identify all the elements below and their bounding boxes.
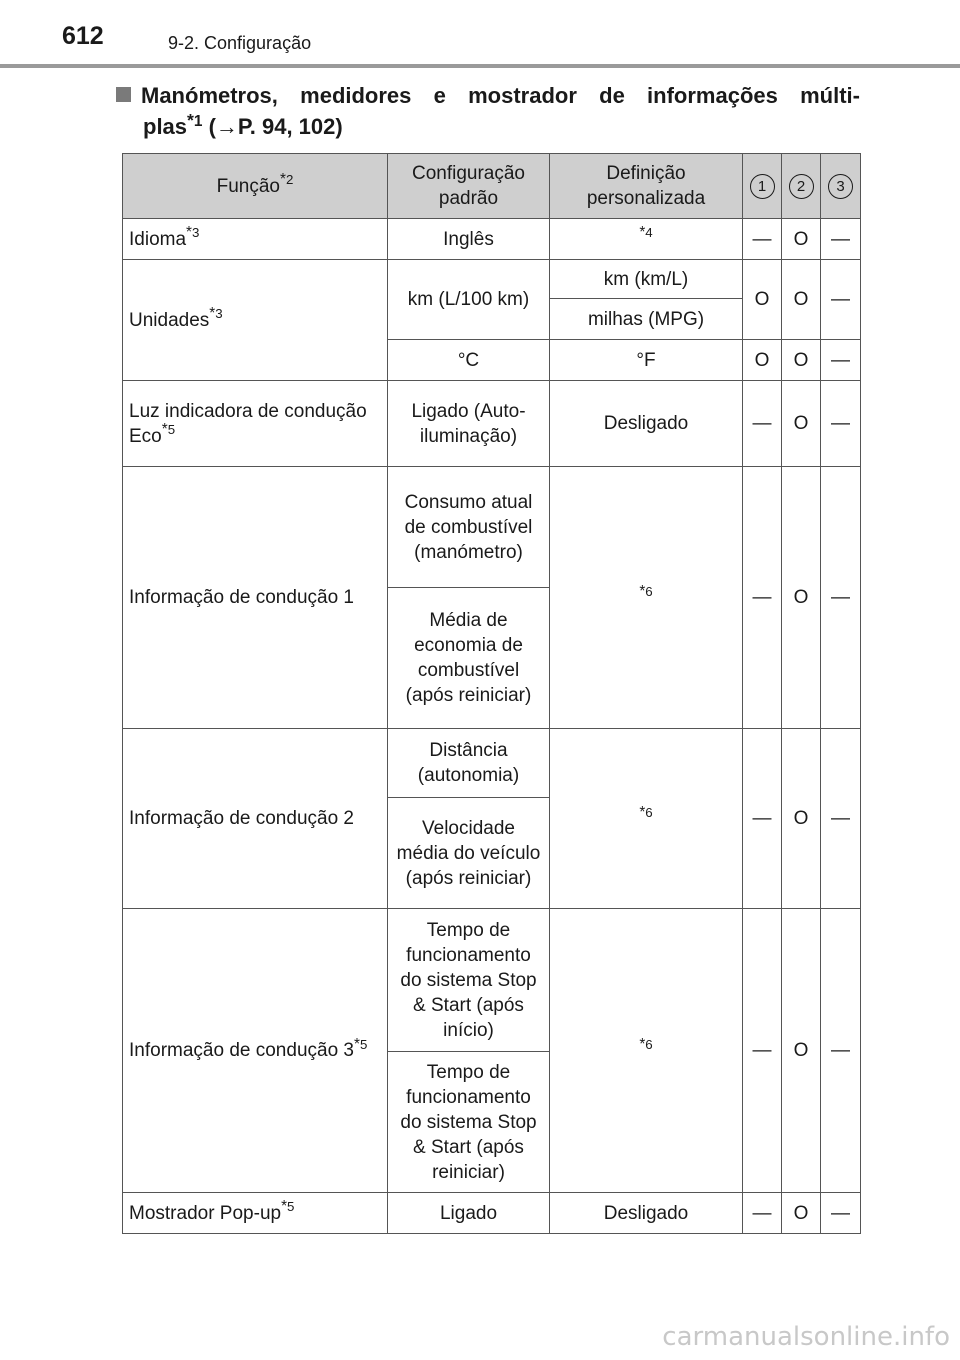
circled-number-3-icon: 3 — [828, 174, 853, 199]
function-cell: Informação de condução 3$^{*5}$ — [123, 909, 388, 1193]
bullet-square-icon — [116, 87, 131, 102]
table-row — [123, 1193, 861, 1234]
table-row — [123, 381, 861, 467]
asterisk-icon: * — [187, 109, 194, 130]
col1-cell: — — [743, 729, 782, 909]
chapter-title: 9-2. Configuração — [168, 33, 312, 53]
col1-cell: O — [743, 260, 782, 340]
default-cell: Média de economia de combustível (após reiniciar) — [388, 588, 550, 729]
col1-cell: — — [743, 909, 782, 1193]
custom-cell: *4 — [550, 219, 743, 260]
function-cell: Mostrador Pop-$up^{*5}$ — [123, 1193, 388, 1234]
header-col-2 — [782, 154, 821, 219]
default-cell: Tempo de funcionamento do sistema Stop & Start (após início) — [388, 909, 550, 1052]
header-divider — [0, 64, 960, 68]
function-cell: Informação de condução 1 — [123, 467, 388, 729]
custom-cell: Desligado — [550, 1193, 743, 1234]
col3-cell: — — [821, 729, 861, 909]
col3-cell: — — [821, 1193, 861, 1234]
heading-line-1: Manómetros, medidores e mostrador de informações múlti- — [141, 83, 860, 108]
table-row — [123, 467, 861, 588]
col1-cell: O — [743, 340, 782, 381]
custom-cell: *6 — [550, 467, 743, 729]
col2-cell: O — [782, 729, 821, 909]
col3-cell: — — [821, 260, 861, 340]
circled-number-2-icon: 2 — [789, 174, 814, 199]
col2-cell: O — [782, 340, 821, 381]
default-cell: km (L/100 km) — [388, 260, 550, 340]
table-header-row — [123, 154, 861, 219]
custom-cell: Desligado — [550, 381, 743, 467]
col2-cell: O — [782, 260, 821, 340]
default-cell: Distância (autonomia) — [388, 729, 550, 798]
col1-cell: — — [743, 467, 782, 729]
table-row — [123, 909, 861, 1052]
col3-cell: — — [821, 219, 861, 260]
header-col-3 — [821, 154, 861, 219]
circled-number-1-icon: 1 — [750, 174, 775, 199]
col2-cell: O — [782, 467, 821, 729]
heading-line-2: plas — [143, 114, 188, 139]
col1-cell: — — [743, 381, 782, 467]
col2-cell: O — [782, 909, 821, 1193]
default-cell: Ligado (Auto-iluminação) — [388, 381, 550, 467]
col2-cell: O — [782, 381, 821, 467]
col3-cell: — — [821, 467, 861, 729]
header-col-1 — [743, 154, 782, 219]
function-cell: Idioma$^{*3}$ — [123, 219, 388, 260]
default-cell: Velocidade média do veículo (após reiniciar) — [388, 798, 550, 909]
col2-cell: O — [782, 219, 821, 260]
function-cell: Informação de condução 2 — [123, 729, 388, 909]
custom-cell: °F — [550, 340, 743, 381]
heading-page-ref: (→P. 94, 102) — [202, 114, 343, 139]
default-cell: Ligado — [388, 1193, 550, 1234]
col3-cell: — — [821, 909, 861, 1193]
heading-footnote: 1 — [193, 112, 203, 130]
header-function: Função$^{*2}$ — [123, 154, 388, 219]
default-cell: Consumo atual de combustível (manómetro) — [388, 467, 550, 588]
col3-cell: — — [821, 381, 861, 467]
section-heading — [116, 80, 860, 142]
header-custom: Definição personalizada — [550, 154, 743, 219]
table-row — [123, 260, 861, 299]
default-cell: Inglês — [388, 219, 550, 260]
function-cell: Unidades$^{*3}$ — [123, 260, 388, 381]
watermark: carmanualsonline.info — [662, 1322, 950, 1352]
custom-cell: milhas (MPG) — [550, 299, 743, 340]
settings-table — [122, 153, 861, 1234]
col1-cell: — — [743, 1193, 782, 1234]
col1-cell: — — [743, 219, 782, 260]
function-cell: Luz indicadora de condução Eco$^{*5}$ — [123, 381, 388, 467]
header-default: Configuração padrão — [388, 154, 550, 219]
page-number: 612 — [62, 22, 104, 50]
table-row — [123, 219, 861, 260]
default-cell: Tempo de funcionamento do sistema Stop & Start (após reiniciar) — [388, 1052, 550, 1193]
custom-cell: *6 — [550, 729, 743, 909]
default-cell: °C — [388, 340, 550, 381]
table-row — [123, 729, 861, 798]
custom-cell: km (km/L) — [550, 260, 743, 299]
col3-cell: — — [821, 340, 861, 381]
col2-cell: O — [782, 1193, 821, 1234]
custom-cell: *6 — [550, 909, 743, 1193]
